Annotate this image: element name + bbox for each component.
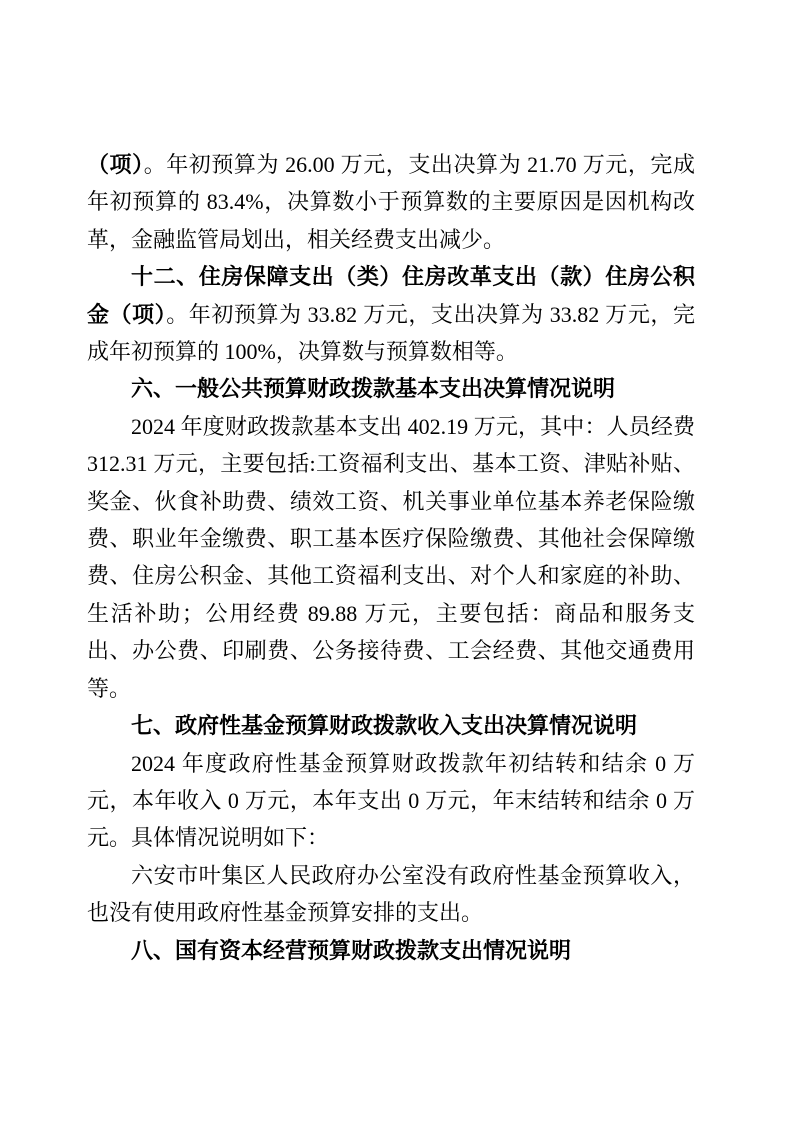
document-content (87, 146, 695, 969)
body-paragraph (87, 258, 695, 370)
body-paragraph (87, 146, 695, 258)
bold-text-segment: （项） (87, 152, 144, 177)
bold-text-segment: 十二、住房保障支出（类）住房改革支出（款）住房公积金（项） (87, 264, 695, 327)
text-segment: 2024 年度财政拨款基本支出 402.19 万元，其中：人员经费 312.31 万元，主要包括:工资福利支出、基本工资、津贴补贴、奖金、伙食补助费、绩效工资、机关事业单位基本养老保险缴费、职业年金缴费、职工基本医疗保险缴费、其他社会保障缴费、住房公积金、其他工资福利支出、对个人和家庭的补助、生活补助；公用经费 89.88 万元，主要包括：商品和服务支出、办公费、印刷费、公务接待费、工会经费、其他交通费用等。 (87, 413, 695, 701)
bold-text-segment: 七、政府性基金预算财政拨款收入支出决算情况说明 (131, 713, 638, 739)
section-heading (87, 707, 695, 744)
section-heading (87, 932, 695, 969)
bold-text-segment: 六、一般公共预算财政拨款基本支出决算情况说明 (131, 376, 616, 402)
text-segment: 2024 年度政府性基金预算财政拨款年初结转和结余 0 万元，本年收入 0 万元，本年支出 0 万元，年末结转和结余 0 万元。具体情况说明如下： (87, 750, 695, 851)
text-segment: 。年初预算为 26.00 万元，支出决算为 21.70 万元，完成年初预算的 83.4%，决算数小于预算数的主要原因是因机构改革，金融监管局划出，相关经费支出减少。 (87, 152, 695, 252)
text-segment: 。年初预算为 33.82 万元，支出决算为 33.82 万元，完成年初预算的 100%，决算数与预算数相等。 (87, 301, 695, 365)
body-paragraph (87, 408, 695, 707)
text-segment: 六安市叶集区人民政府办公室没有政府性基金预算收入，也没有使用政府性基金预算安排的支出。 (87, 862, 695, 926)
section-heading (87, 370, 695, 407)
body-paragraph (87, 745, 695, 857)
body-paragraph (87, 857, 695, 932)
bold-text-segment: 八、国有资本经营预算财政拨款支出情况说明 (131, 937, 572, 963)
